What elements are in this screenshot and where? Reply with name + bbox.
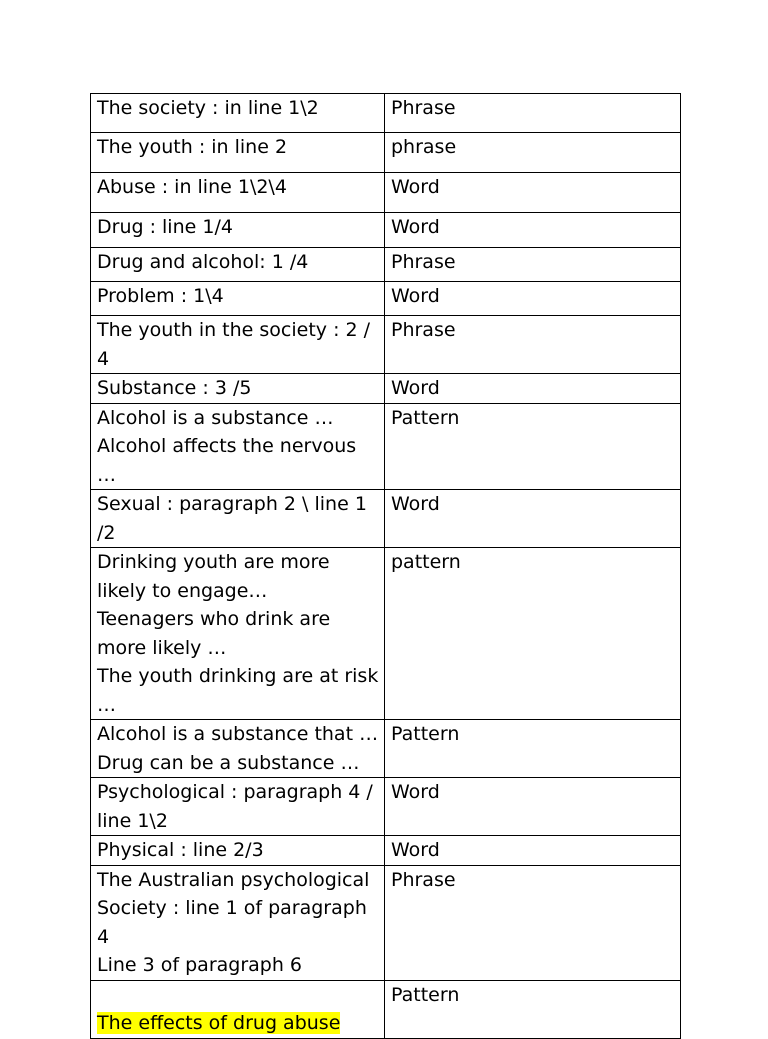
table-row [91,548,681,720]
table-row [91,980,681,1038]
term-cell: Problem : 1\4 [91,282,385,316]
table-row [91,94,681,133]
term-cell [91,980,385,1038]
type-cell: Word [385,836,681,866]
term-cell: Psychological : paragraph 4 / line 1\2 [91,778,385,836]
term-cell: Sexual : paragraph 2 \ line 1 /2 [91,490,385,548]
type-cell: Phrase [385,94,681,133]
type-cell: Word [385,778,681,836]
term-cell: Abuse : in line 1\2\4 [91,173,385,213]
table-row [91,248,681,282]
table-row [91,836,681,866]
type-cell: Pattern [385,403,681,490]
type-cell: pattern [385,548,681,720]
term-cell: Alcohol is a substance … Alcohol affects the nervous … [91,403,385,490]
type-cell: Word [385,374,681,404]
term-cell: The youth : in line 2 [91,133,385,173]
terms-table [90,93,681,1039]
term-cell: The Australian psychological Society : line 1 of paragraph 4 Line 3 of paragraph 6 [91,865,385,980]
table-row [91,403,681,490]
term-cell: Physical : line 2/3 [91,836,385,866]
table-row [91,282,681,316]
type-cell: Pattern [385,980,681,1038]
term-cell: Drug and alcohol: 1 /4 [91,248,385,282]
table-row [91,374,681,404]
type-cell: phrase [385,133,681,173]
type-cell: Word [385,282,681,316]
type-cell: Phrase [385,248,681,282]
term-cell: Substance : 3 /5 [91,374,385,404]
table-row [91,778,681,836]
type-cell: Word [385,173,681,213]
table-row [91,173,681,213]
table-row [91,213,681,248]
table-row [91,865,681,980]
table-row [91,133,681,173]
table-row [91,720,681,778]
type-cell: Phrase [385,316,681,374]
term-cell: Drinking youth are more likely to engage… Teenagers who drink are more likely … The youth drinking are at risk … [91,548,385,720]
term-cell: Drug : line 1/4 [91,213,385,248]
term-cell: The society : in line 1\2 [91,94,385,133]
term-cell: Alcohol is a substance that … Drug can be a substance … [91,720,385,778]
type-cell: Word [385,490,681,548]
table-row [91,316,681,374]
highlighted-term: The effects of drug abuse [97,1012,341,1034]
table-row [91,490,681,548]
type-cell: Pattern [385,720,681,778]
term-cell: The youth in the society : 2 / 4 [91,316,385,374]
type-cell: Phrase [385,865,681,980]
type-cell: Word [385,213,681,248]
